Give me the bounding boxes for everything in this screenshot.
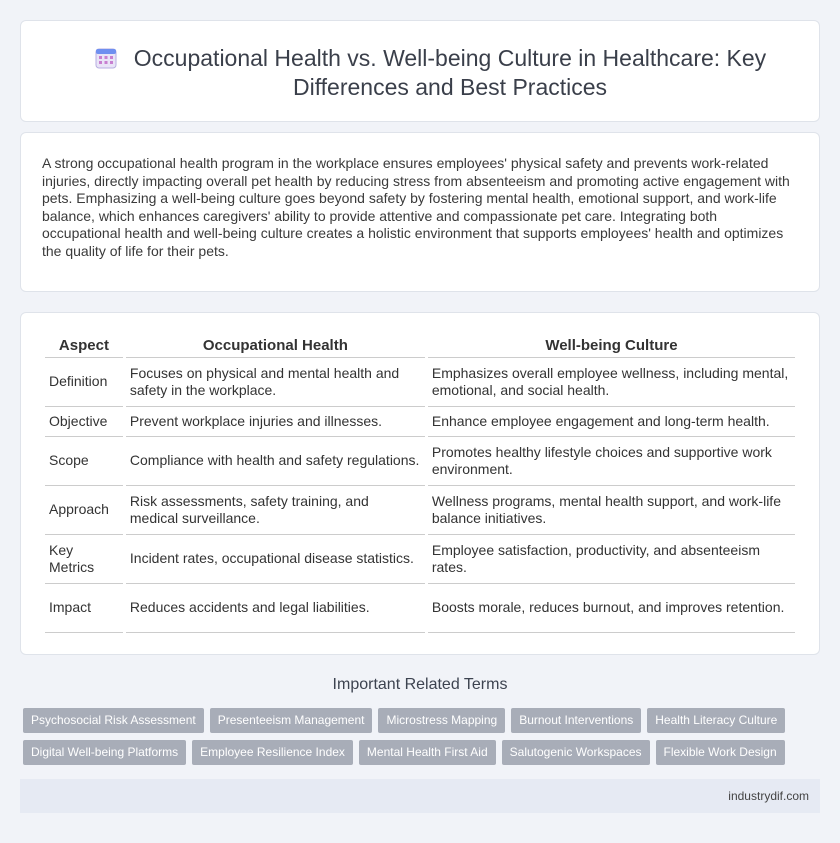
table-row (45, 486, 795, 535)
tag-row (23, 740, 823, 765)
table-row (45, 407, 795, 437)
table-header-row (45, 333, 795, 358)
intro-card (20, 132, 820, 292)
well-being-culture-cell: Emphasizes overall employee wellness, including mental, emotional, and social health. (428, 358, 795, 407)
footer-site-link[interactable]: industrydif.com (728, 789, 809, 803)
occupational-health-cell: Reduces accidents and legal liabilities. (126, 584, 425, 633)
aspect-cell: Approach (45, 486, 123, 535)
related-term-tag[interactable]: Burnout Interventions (511, 708, 641, 733)
occupational-health-cell: Risk assessments, safety training, and medical surveillance. (126, 486, 425, 535)
aspect-cell: Definition (45, 358, 123, 407)
occupational-health-cell: Prevent workplace injuries and illnesses. (126, 407, 425, 437)
occupational-health-cell: Focuses on physical and mental health and safety in the workplace. (126, 358, 425, 407)
occupational-health-cell: Incident rates, occupational disease statistics. (126, 535, 425, 584)
related-term-tag[interactable]: Mental Health First Aid (359, 740, 496, 765)
well-being-culture-cell: Wellness programs, mental health support, and work-life balance initiatives. (428, 486, 795, 535)
header-card (20, 20, 820, 122)
column-header-occupational-health: Occupational Health (126, 333, 425, 358)
related-terms-list (23, 708, 823, 772)
tag-row (23, 708, 823, 733)
aspect-cell: Objective (45, 407, 123, 437)
aspect-cell: Scope (45, 437, 123, 486)
table-row (45, 358, 795, 407)
related-term-tag[interactable]: Microstress Mapping (378, 708, 505, 733)
related-term-tag[interactable]: Digital Well-being Platforms (23, 740, 186, 765)
related-term-tag[interactable]: Psychosocial Risk Assessment (23, 708, 204, 733)
table-row (45, 584, 795, 633)
aspect-cell: Impact (45, 584, 123, 633)
well-being-culture-cell: Enhance employee engagement and long-term health. (428, 407, 795, 437)
comparison-card (20, 312, 820, 655)
well-being-culture-cell: Employee satisfaction, productivity, and absenteeism rates. (428, 535, 795, 584)
related-term-tag[interactable]: Flexible Work Design (656, 740, 785, 765)
table-row (45, 437, 795, 486)
related-term-tag[interactable]: Health Literacy Culture (647, 708, 785, 733)
table-row (45, 535, 795, 584)
footer-bar (20, 779, 820, 813)
aspect-cell: Key Metrics (45, 535, 123, 584)
related-terms-heading: Important Related Terms (332, 676, 508, 693)
related-term-tag[interactable]: Employee Resilience Index (192, 740, 353, 765)
column-header-aspect: Aspect (45, 333, 123, 358)
related-term-tag[interactable]: Salutogenic Workspaces (502, 740, 650, 765)
page-title: Occupational Health vs. Well-being Culture in Healthcare: Key Differences and Best Practices (133, 45, 767, 100)
well-being-culture-cell: Promotes healthy lifestyle choices and supportive work environment. (428, 437, 795, 486)
column-header-well-being-culture: Well-being Culture (428, 333, 795, 358)
comparison-table (42, 333, 798, 633)
occupational-health-cell: Compliance with health and safety regulations. (126, 437, 425, 486)
related-term-tag[interactable]: Presenteeism Management (210, 708, 373, 733)
intro-paragraph: A strong occupational health program in the workplace ensures employees' physical safety and prevents work-related injuries, directly impacting overall pet health by reducing stress from absenteeism and promoting active engagement with pets. Emphasizing a well-being culture goes beyond safety by fostering mental health, emotional support, and work-life balance, which enhances caregivers' ability to provide attentive and compassionate pet care. Integrating both occupational health and well-being culture creates a holistic environment that supports employees' health and optimizes the quality of life for their pets. (42, 155, 790, 259)
well-being-culture-cell: Boosts morale, reduces burnout, and improves retention. (428, 584, 795, 633)
